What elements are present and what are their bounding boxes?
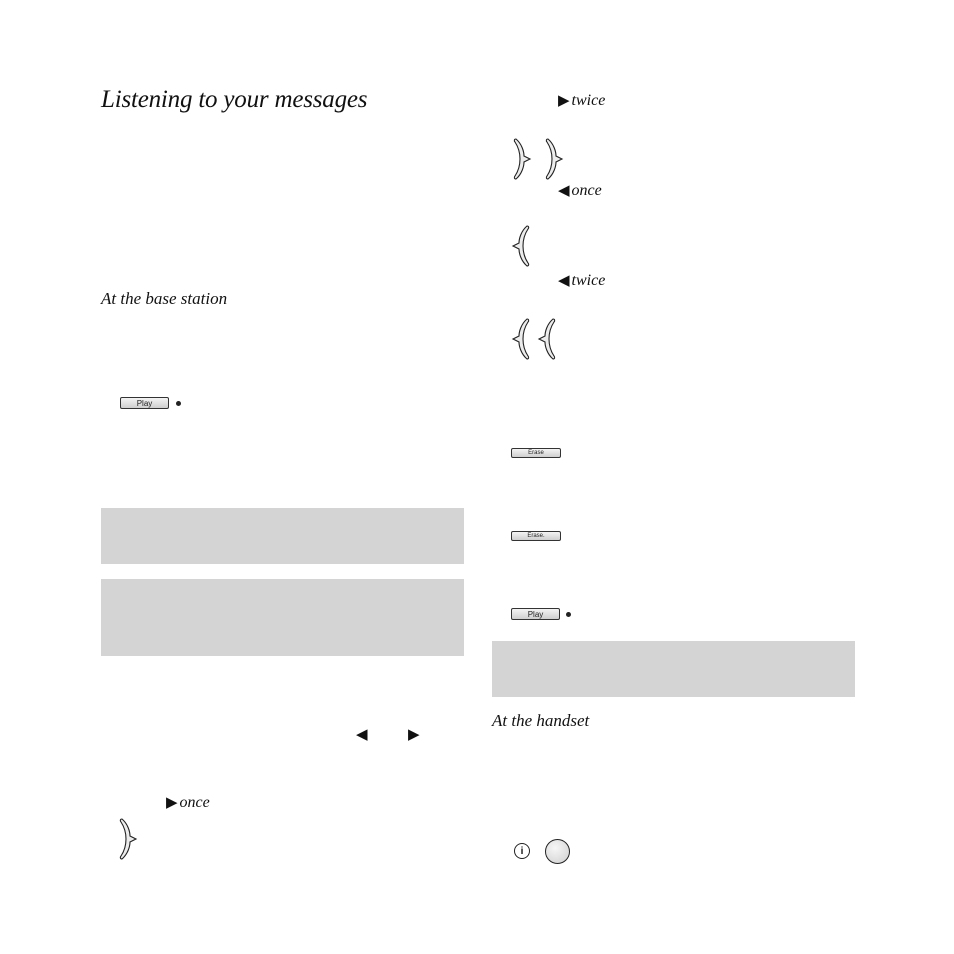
forward-twice-label: twice (571, 91, 606, 109)
handset-round-button[interactable] (545, 839, 570, 864)
play-led-indicator (176, 401, 181, 406)
back-twice-label: twice (571, 271, 606, 289)
erase-button[interactable]: Erase. (511, 531, 561, 541)
note-box (101, 508, 464, 564)
back-key-icon[interactable] (509, 318, 531, 360)
forward-key-icon[interactable] (118, 818, 140, 860)
back-once-instruction (558, 181, 602, 200)
left-arrow-icon: ◀ (558, 273, 570, 289)
base-station-heading: At the base station (101, 289, 228, 308)
skip-back-arrow-icon: ◀ (356, 725, 368, 743)
back-once-label: once (571, 181, 602, 199)
info-glyph: i (520, 845, 524, 857)
info-icon[interactable] (514, 843, 530, 859)
left-arrow-icon: ◀ (558, 183, 570, 199)
erase-button[interactable]: Erase (511, 448, 561, 458)
forward-key-icon[interactable] (544, 138, 566, 180)
forward-once-label: once (179, 793, 210, 811)
note-box (101, 579, 464, 656)
skip-forward-arrow-icon: ▶ (408, 725, 420, 743)
back-twice-instruction (558, 271, 605, 290)
play-button[interactable]: Play (120, 397, 169, 409)
right-arrow-icon: ▶ (558, 93, 570, 109)
play-led-indicator (566, 612, 571, 617)
forward-twice-instruction (558, 91, 605, 110)
back-key-icon[interactable] (509, 225, 531, 267)
right-arrow-icon: ▶ (166, 795, 178, 811)
play-button[interactable]: Play (511, 608, 560, 620)
note-box (492, 641, 855, 697)
forward-once-instruction (166, 793, 210, 812)
handset-heading: At the handset (492, 711, 590, 730)
page-title: Listening to your messages (101, 86, 368, 113)
forward-key-icon[interactable] (512, 138, 534, 180)
back-key-icon[interactable] (535, 318, 557, 360)
